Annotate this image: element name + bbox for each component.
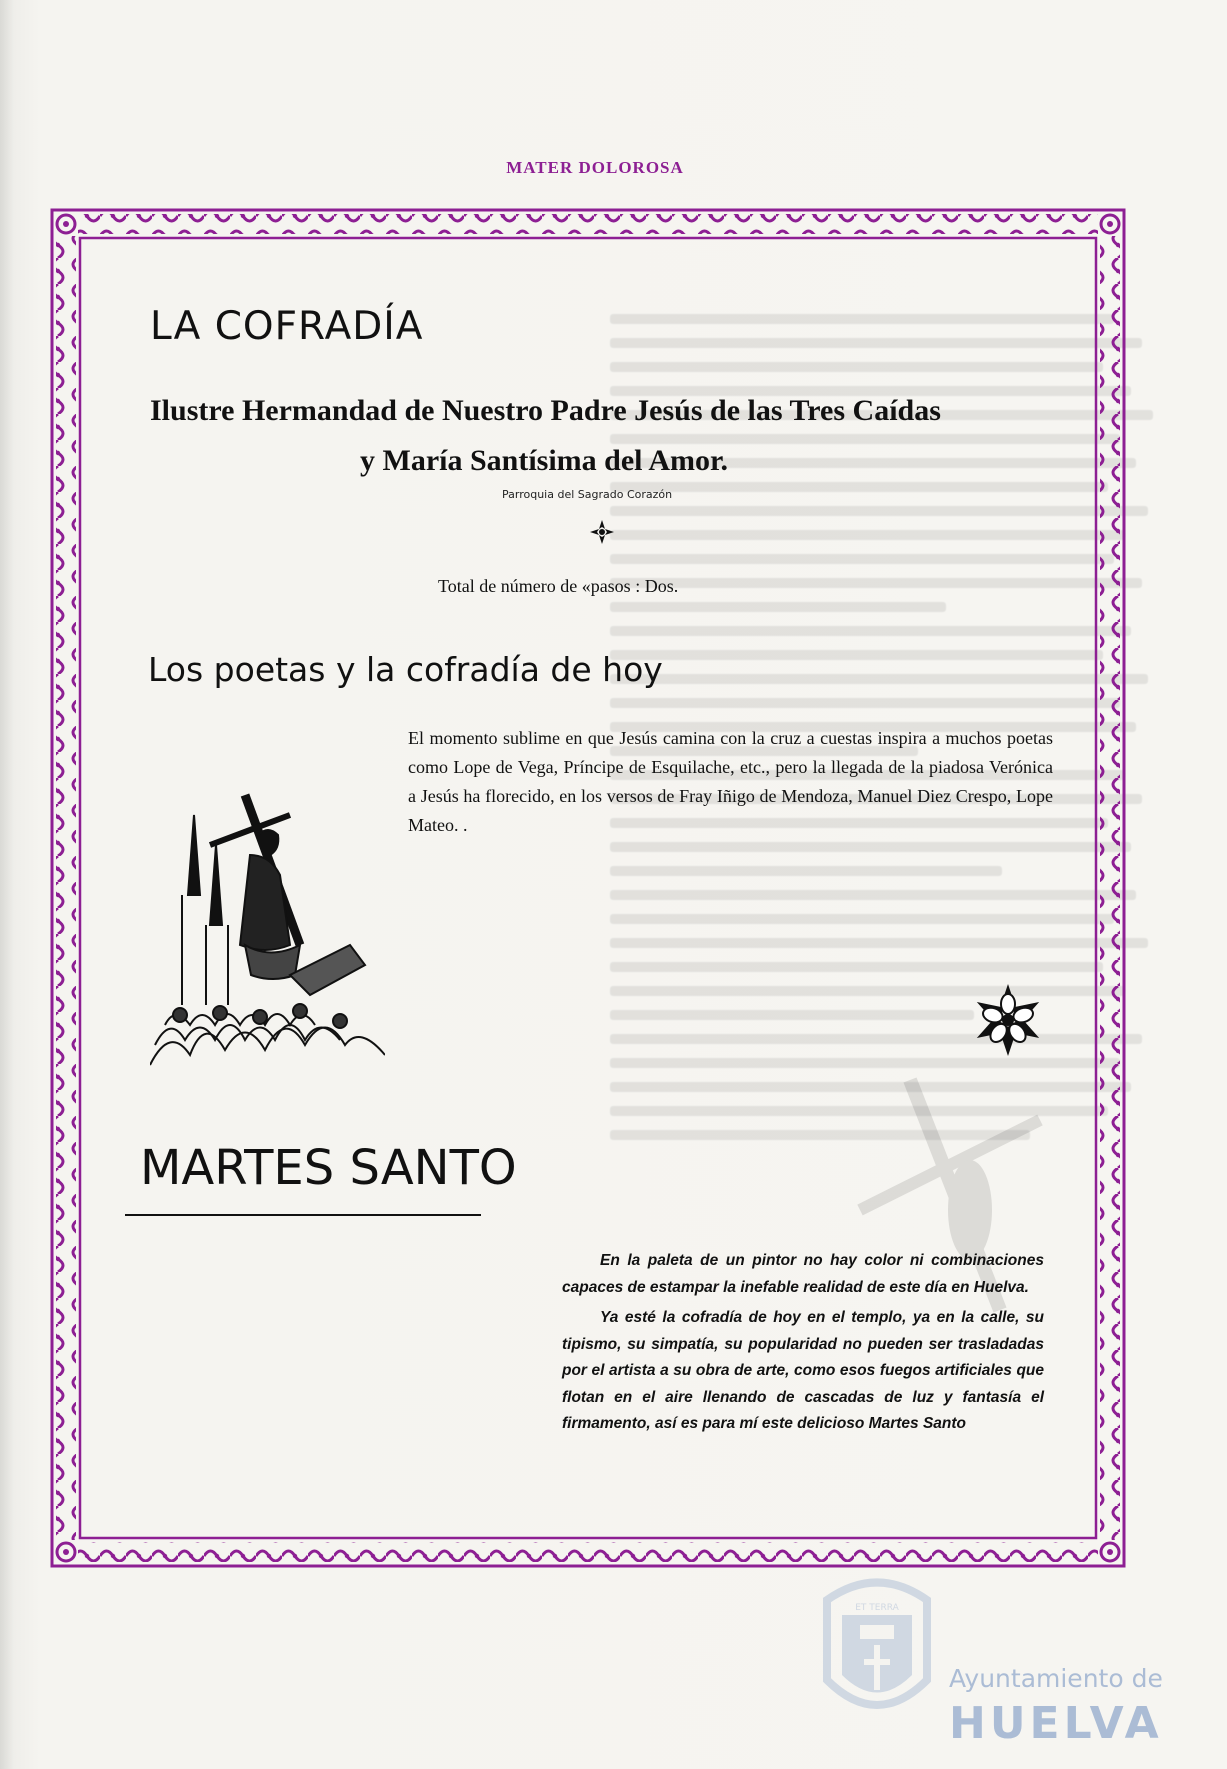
brotherhood-title — [150, 386, 1070, 486]
watermark-line2: HUELVA — [949, 1698, 1163, 1749]
section-heading-martes-santo: MARTES SANTO — [140, 1140, 517, 1196]
nazareno-illustration — [150, 775, 385, 1075]
cross-ornament-icon — [588, 518, 616, 546]
poetas-paragraph: El momento sublime en que Jesús camina con la cruz a cuestas inspira a muchos poetas como Lope de Vega, Príncipe de Esquilache, etc., pero la llegada de la piadosa Verónica a Jesús ha florecido, en los versos de Fray Iñigo de Mendoza, Manuel Diez Crespo, Lope Mateo. . — [408, 728, 1053, 835]
heading-underline — [125, 1214, 481, 1216]
martes-paragraph-2: Ya esté la cofradía de hoy en el templo, ya en la calle, su tipismo, su simpatía, su popularidad no pueden ser trasladadas por el artista a su obra de arte, como esos fuegos artificiales que flotan en el aire llenando de cascadas de luz y fantasía el firmamento, así es para mí este delicioso Martes Santo — [562, 1309, 1044, 1432]
pasos-count: Total de número de «pasos : Dos. — [438, 576, 679, 596]
watermark-line1: Ayuntamiento de — [949, 1664, 1163, 1693]
running-title: MATER DOLOROSA — [506, 158, 684, 177]
brotherhood-title-line1: Ilustre Hermandad de Nuestro Padre Jesús de las Tres Caídas — [150, 394, 941, 427]
section-heading-poetas: Los poetas y la cofradía de hoy — [148, 650, 663, 689]
brotherhood-title-line2: y María Santísima del Amor. — [360, 444, 729, 477]
martes-santo-text — [562, 1248, 1044, 1442]
section-heading-cofradia: LA COFRADÍA — [150, 304, 424, 349]
parish-name: Parroquia del Sagrado Corazón — [502, 488, 673, 501]
seal-text: ET TERRA — [855, 1603, 899, 1613]
city-shield-icon — [812, 1570, 942, 1730]
flower-ornament-icon — [968, 980, 1048, 1060]
archive-watermark — [812, 1570, 1172, 1760]
martes-paragraph-1: En la paleta de un pintor no hay color ni combinaciones capaces de estampar la inefable realidad de este día en Huelva. — [562, 1252, 1044, 1296]
